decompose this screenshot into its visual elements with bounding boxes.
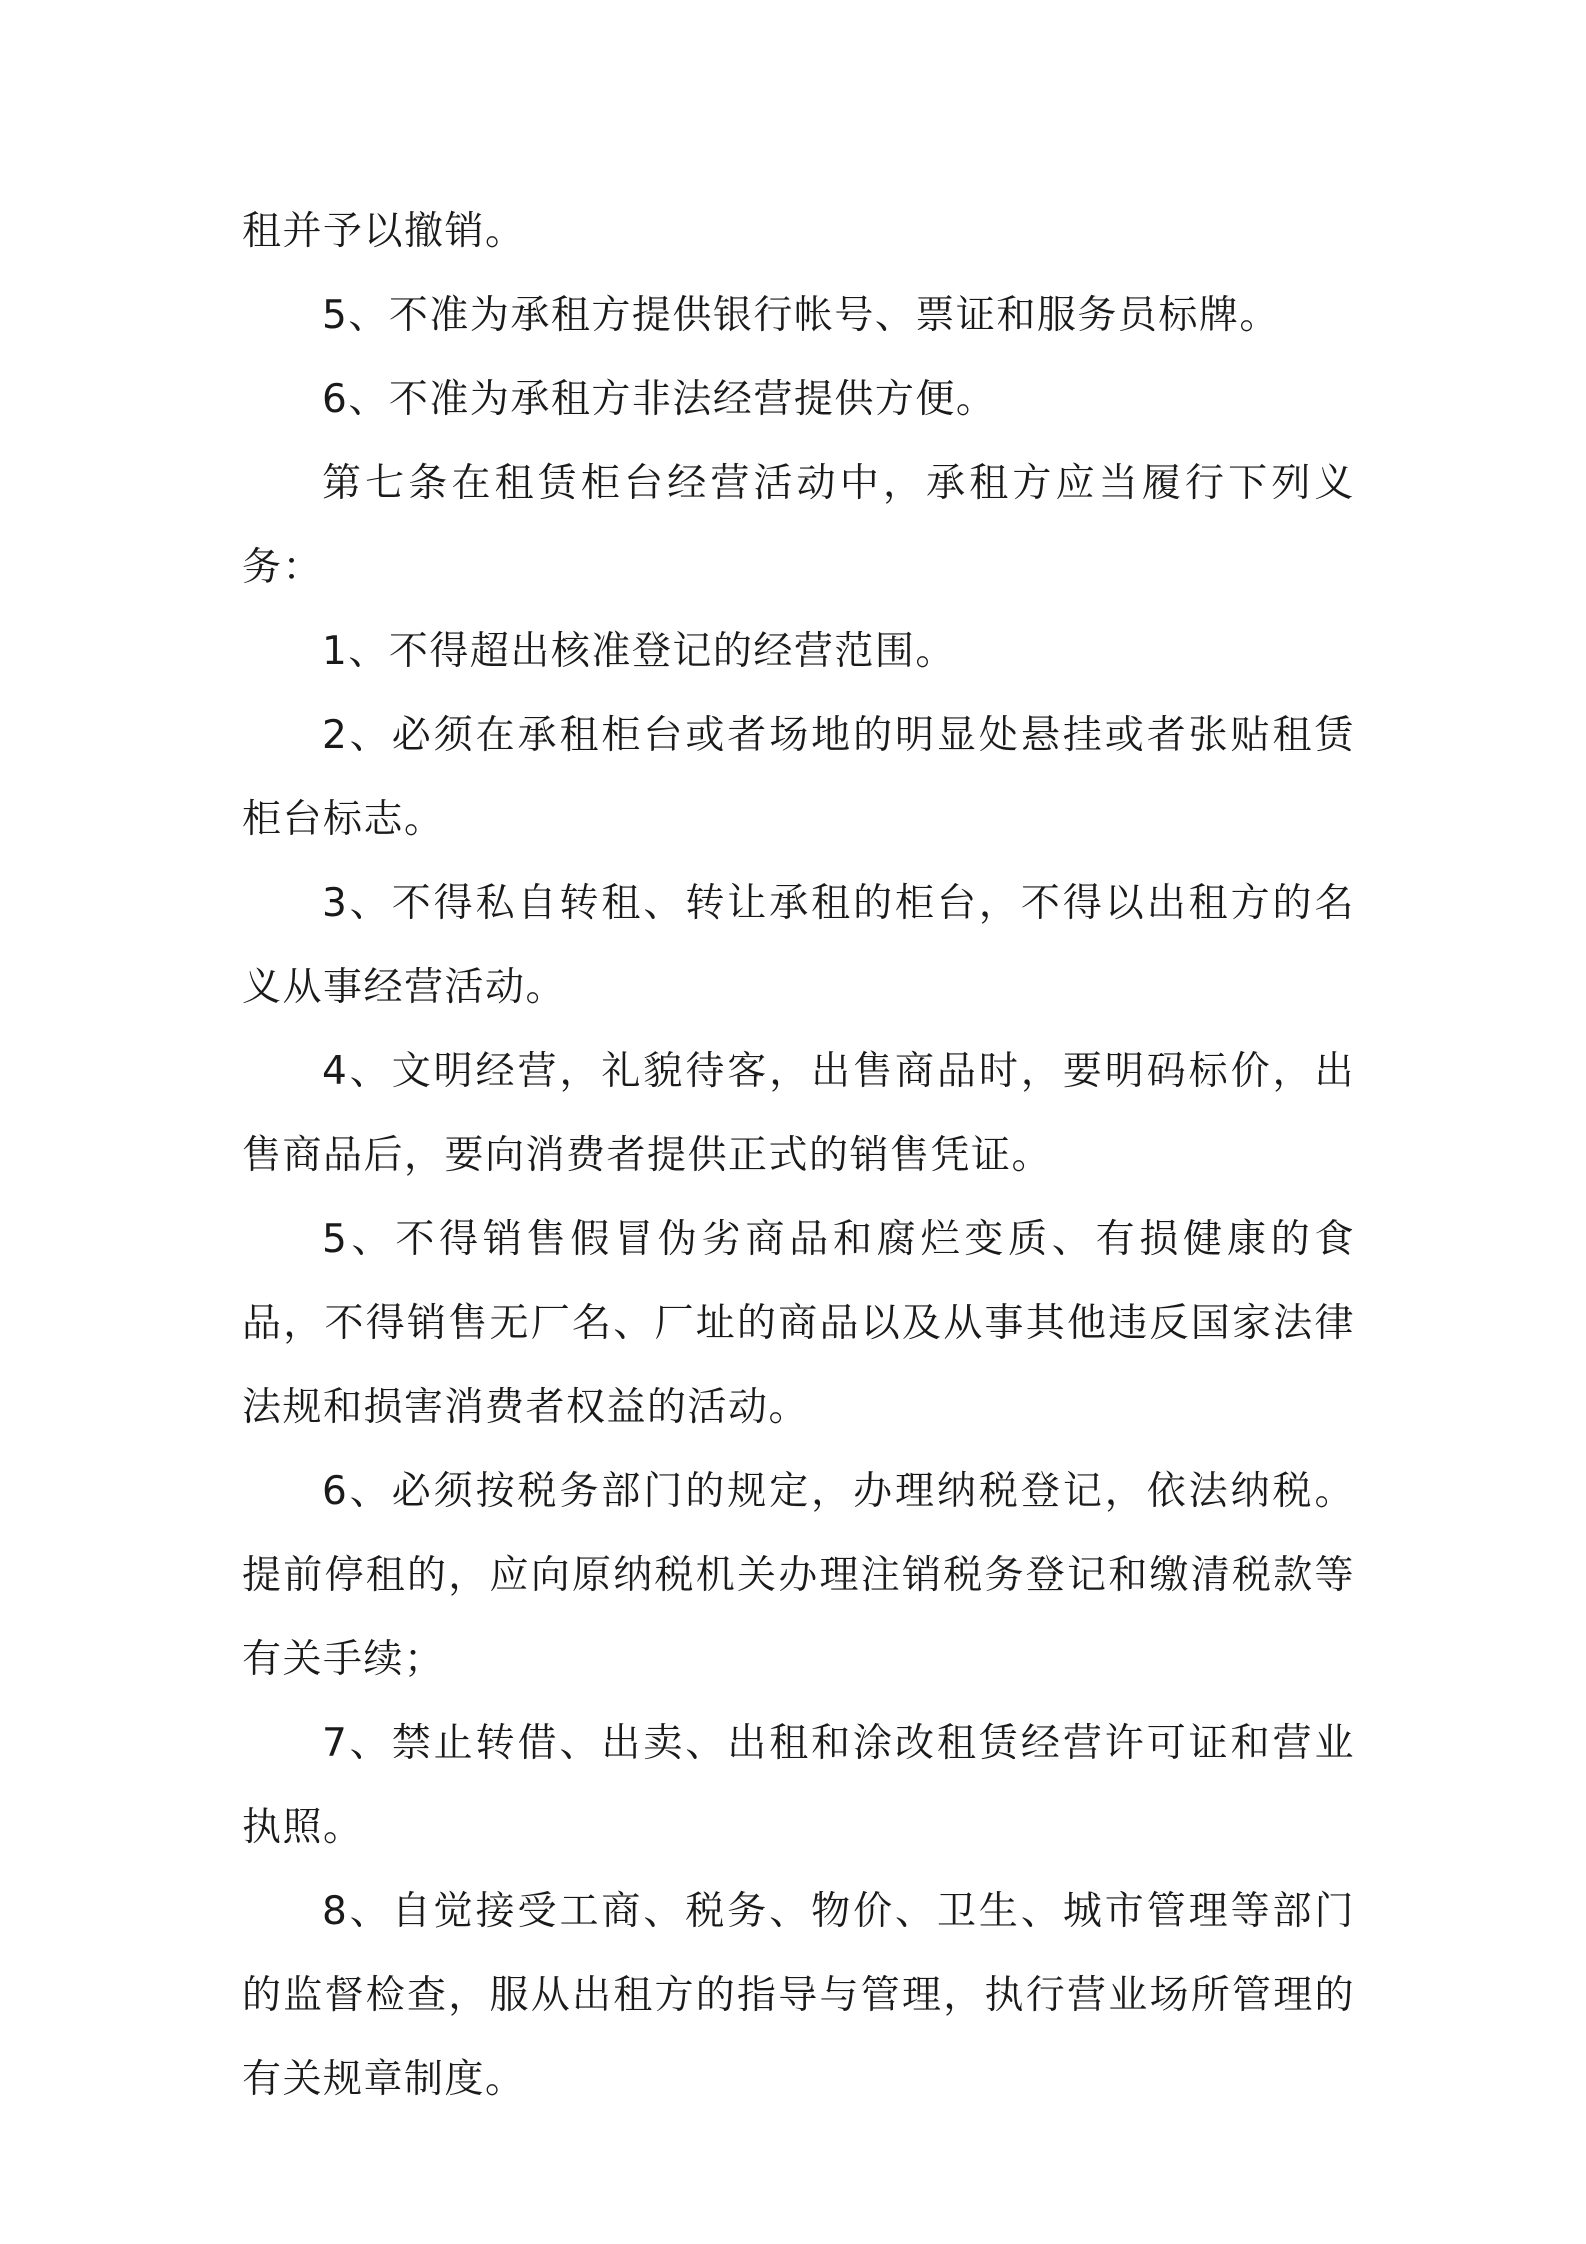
paragraph-duty-5: 5、不得销售假冒伪劣商品和腐烂变质、有损健康的食品，不得销售无厂名、厂址的商品以及从事其他违反国家法律法规和损害消费者权益的活动。	[242, 1217, 1355, 1430]
paragraph-duty-1: 1、不得超出核准登记的经营范围。	[322, 629, 956, 674]
paragraph-duty-8: 8、自觉接受工商、税务、物价、卫生、城市管理等部门的监督检查，服从出租方的指导与管理，执行营业场所管理的有关规章制度。	[242, 1889, 1355, 2102]
paragraph-item-6-illegal: 6、不准为承租方非法经营提供方便。	[322, 377, 997, 422]
paragraph-article-7: 第七条在租赁柜台经营活动中，承租方应当履行下列义务：	[242, 461, 1355, 590]
document-body	[242, 190, 1355, 2122]
paragraph-duty-3: 3、不得私自转租、转让承租的柜台，不得以出租方的名义从事经营活动。	[242, 881, 1355, 1010]
paragraph-duty-2: 2、必须在承租柜台或者场地的明显处悬挂或者张贴租赁柜台标志。	[242, 713, 1355, 842]
paragraph-duty-7: 7、禁止转借、出卖、出租和涂改租赁经营许可证和营业执照。	[242, 1721, 1355, 1850]
paragraph-duty-4: 4、文明经营，礼貌待客，出售商品时，要明码标价，出售商品后，要向消费者提供正式的销售凭证。	[242, 1049, 1355, 1178]
paragraph-continuation: 租并予以撤销。	[242, 209, 526, 254]
paragraph-item-5-bank: 5、不准为承租方提供银行帐号、票证和服务员标牌。	[322, 293, 1280, 338]
paragraph-duty-6: 6、必须按税务部门的规定，办理纳税登记，依法纳税。提前停租的，应向原纳税机关办理注销税务登记和缴清税款等有关手续；	[242, 1469, 1355, 1682]
